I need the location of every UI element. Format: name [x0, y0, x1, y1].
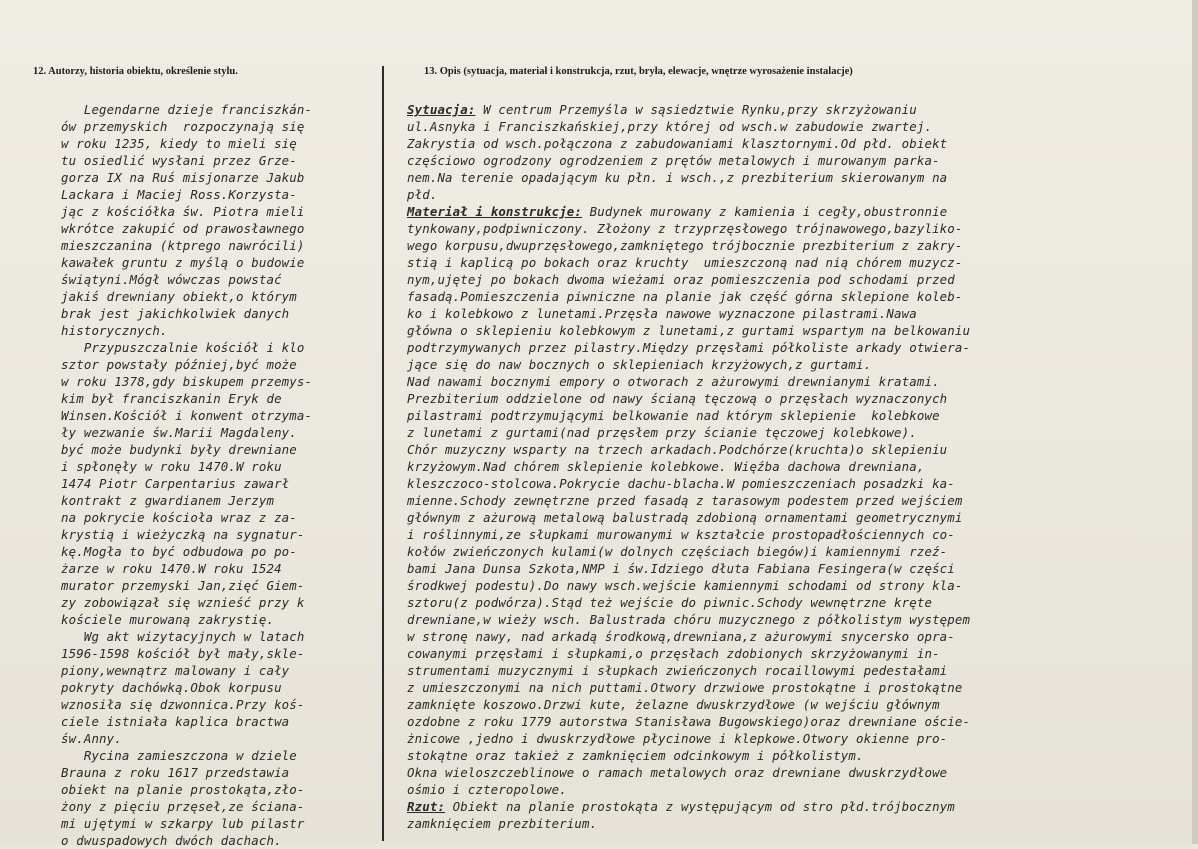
- history-line: Przypuszczalnie kościół i klo: [61, 340, 305, 355]
- description-line: [407, 118, 1147, 135]
- history-line: 1474 Piotr Carpentarius zawarł: [61, 476, 290, 491]
- description-text: zamknięciem prezbiterium.: [407, 816, 598, 831]
- history-line: Wg akt wizytacyjnych w latach: [61, 629, 305, 644]
- history-line: kościele murowaną zakrystię.: [61, 612, 275, 627]
- description-text: mienne.Schody zewnętrzne przed fasadą z tarasowym podestem przed wejściem: [407, 493, 963, 508]
- description-line: [407, 441, 1147, 458]
- history-line: żarze w roku 1470.W roku 1524: [61, 561, 282, 576]
- description-text: jące się do naw bocznych o sklepieniach krzyżowych,z gurtami.: [407, 357, 872, 372]
- description-text: żnicowe ,jedno i dwuskrzydłowe płycinowe i klepkowe.Otwory okienne pro-: [407, 731, 948, 746]
- description-text: Okna wieloszczeblinowe o ramach metalowych oraz drewniane dwuskrzydłowe: [407, 765, 948, 780]
- description-line: [407, 101, 1147, 118]
- description-text: Nad nawami bocznymi empory o otworach z ażurowymi drewnianymi kratami.: [407, 374, 940, 389]
- description-text: W centrum Przemyśla w sąsiedztwie Rynku,przy skrzyżowaniu: [475, 102, 917, 117]
- history-line: sztor powstały później,być może: [61, 357, 297, 372]
- description-text: Obiekt na planie prostokąta z występującym od stro płd.trójbocznym: [445, 799, 955, 814]
- description-line: [407, 373, 1147, 390]
- description-line: [407, 135, 1147, 152]
- description-text: podtrzymywanych przez pilastry.Między przęsłami półkoliste arkady otwiera-: [407, 340, 971, 355]
- description-line: [407, 781, 1147, 798]
- description-line: [407, 288, 1147, 305]
- history-line: Brauna z roku 1617 przedstawia: [61, 765, 290, 780]
- description-line: [407, 271, 1147, 288]
- description-text: ozdobne z roku 1779 autorstwa Stanisława Bugowskiego)oraz drewniane oście-: [407, 714, 971, 729]
- description-line: [407, 560, 1147, 577]
- history-line: o dwuspadowych dwóch dachach.: [61, 833, 282, 848]
- description-line: [407, 543, 1147, 560]
- history-line: tu osiedlić wysłani przez Grze-: [61, 153, 297, 168]
- description-text: i roślinnymi,ze słupkami murowanymi w kształcie prostopadłościennych co-: [407, 527, 955, 542]
- history-line: Rycina zamieszczona w dziele: [61, 748, 297, 763]
- description-line: [407, 237, 1147, 254]
- description-text: stokątne oraz takież z zamknięciem odcinkowym i półkolistym.: [407, 748, 864, 763]
- description-line: [407, 628, 1147, 645]
- description-line: [407, 186, 1147, 203]
- description-line: [407, 662, 1147, 679]
- description-line: [407, 203, 1147, 220]
- history-line: na pokrycie kościoła wraz z za-: [61, 510, 297, 525]
- description-line: [407, 526, 1147, 543]
- history-line: kę.Mogła to być odbudowa po po-: [61, 544, 297, 559]
- history-line: brak jest jakichkolwiek danych: [61, 306, 290, 321]
- history-line: świątyni.Mógł wówczas powstać: [61, 272, 282, 287]
- description-text: Budynek murowany z kamienia i cegły,obustronnie: [582, 204, 948, 219]
- description-text: środkwej podestu).Do nawy wsch.wejście kamiennymi schodami od strony kla-: [407, 578, 963, 593]
- description-text: stią i kaplicą po bokach oraz kruchty umieszczoną nad nią chórem muzycz-: [407, 255, 963, 270]
- description-line: [407, 611, 1147, 628]
- column-divider: [382, 66, 384, 841]
- history-line: Winsen.Kościół i konwent otrzyma-: [61, 408, 313, 423]
- description-text: Prezbiterium oddzielone od nawy ścianą tęczową o przęsłach wyznaczonych: [407, 391, 948, 406]
- history-line: kawałek gruntu z myślą o budowie: [61, 255, 305, 270]
- description-text: zamknięte koszowo.Drzwi kute, żelazne dwuskrzydłowe (w wejściu głównym: [407, 697, 940, 712]
- history-line: Lackara i Maciej Ross.Korzysta-: [61, 187, 297, 202]
- description-line: [407, 492, 1147, 509]
- description-text: kołów zwieńczonych kulami(w dolnych częściach biegów)i kamiennymi rzeź-: [407, 544, 948, 559]
- history-line: mi ujętymi w szkarpy lub pilastr: [61, 816, 305, 831]
- history-line: ów przemyskich rozpoczynają się: [61, 119, 305, 134]
- description-line: [407, 390, 1147, 407]
- description-text: Zakrystia od wsch.połączona z zabudowaniami klasztornymi.Od płd. obiekt: [407, 136, 948, 151]
- description-line: [407, 254, 1147, 271]
- description-line: [407, 339, 1147, 356]
- description-text: w stronę nawy, nad arkadą środkową,drewniana,z ażurowymi snycersko opra-: [407, 629, 955, 644]
- description-line: [407, 424, 1147, 441]
- history-line: zy zobowiązał się wznieść przy k: [61, 595, 305, 610]
- history-line: wkrótce zakupić od prawosławnego: [61, 221, 305, 236]
- history-line: historycznych.: [61, 323, 168, 338]
- description-text: pilastrami podtrzymującymi belkowanie nad którym sklepienie kolebkowe: [407, 408, 940, 423]
- page-edge: [1192, 0, 1198, 844]
- description-line: [407, 798, 1147, 815]
- description-text: bami Jana Dunsa Szkota,NMP i św.Idziego dłuta Fabiana Fesingera(w części: [407, 561, 955, 576]
- description-text: płd.: [407, 187, 438, 202]
- history-column: [61, 101, 379, 849]
- history-line: ciele istniała kaplica bractwa: [61, 714, 290, 729]
- history-line: 1596-1598 kościół był mały,skle-: [61, 646, 305, 661]
- description-line: [407, 356, 1147, 373]
- description-text: krzyżowym.Nad chórem sklepienie kolebkowe. Więźba dachowa drewniana,: [407, 459, 925, 474]
- description-line: [407, 322, 1147, 339]
- description-line: [407, 747, 1147, 764]
- description-line: [407, 577, 1147, 594]
- description-line: [407, 169, 1147, 186]
- history-line: w roku 1378,gdy biskupem przemys-: [61, 374, 313, 389]
- description-text: ko i kolebkowo z lunetami.Przęsła nawowe wyznaczone pilastrami.Nawa: [407, 306, 917, 321]
- description-text: ul.Asnyka i Franciszkańskiej,przy której od wsch.w zabudowie zwartej.: [407, 119, 933, 134]
- history-line: kontrakt z gwardianem Jerzym: [61, 493, 275, 508]
- history-line: i spłonęły w roku 1470.W roku: [61, 459, 282, 474]
- description-line: [407, 730, 1147, 747]
- history-line: gorza IX na Ruś misjonarze Jakub: [61, 170, 305, 185]
- description-text: ośmio i czteropolowe.: [407, 782, 567, 797]
- description-line: [407, 475, 1147, 492]
- description-text: wego korpusu,dwuprzęsłowego,zamkniętego trójbocznie prezbiterium z zakry-: [407, 238, 963, 253]
- history-line: pokryty dachówką.Obok korpusu: [61, 680, 282, 695]
- description-text: sztoru(z podwórza).Stąd też wejście do piwnic.Schody wewnętrzne kręte: [407, 595, 933, 610]
- section-heading: Sytuacja:: [407, 102, 476, 117]
- description-line: [407, 305, 1147, 322]
- description-line: [407, 679, 1147, 696]
- description-text: głównym z ażurową metalową balustradą zdobioną ornamentami geometrycznymi: [407, 510, 963, 525]
- history-line: żony z pięciu przęseł,ze ściana-: [61, 799, 305, 814]
- description-text: cowanymi przęsłami i słupkami,o przęsłach zdobionych skrzyżowanymi in-: [407, 646, 940, 661]
- section-heading: Rzut:: [407, 799, 446, 814]
- description-text: częściowo ogrodzony ogrodzeniem z prętów metalowych i murowanym parka-: [407, 153, 940, 168]
- description-text: Chór muzyczny wsparty na trzech arkadach.Podchórze(kruchta)o sklepieniu: [407, 442, 948, 457]
- description-line: [407, 815, 1147, 832]
- description-line: [407, 152, 1147, 169]
- history-line: wznosiła się dzwonnica.Przy koś-: [61, 697, 305, 712]
- description-text: z lunetami z gurtami(nad przęsłem przy ścianie tęczowej kolebkowe).: [407, 425, 917, 440]
- history-line: piony,wewnątrz malowany i cały: [61, 663, 290, 678]
- history-line: ły wezwanie św.Marii Magdaleny.: [61, 425, 297, 440]
- description-line: [407, 696, 1147, 713]
- description-line: [407, 220, 1147, 237]
- section-heading: Materiał i konstrukcje:: [407, 204, 583, 219]
- history-line: obiekt na planie prostokąta,zło-: [61, 782, 305, 797]
- description-line: [407, 713, 1147, 730]
- description-text: strumentami muzycznymi i słupkach zwieńczonych rocaillowymi pedestałami: [407, 663, 948, 678]
- history-line: murator przemyski Jan,zięć Giem-: [61, 578, 305, 593]
- description-column: [407, 101, 1147, 832]
- history-line: krystią i wieżyczką na sygnatur-: [61, 527, 305, 542]
- description-text: tynkowany,podpiwniczony. Złożony z trzyprzęsłowego trójnawowego,bazyliko-: [407, 221, 963, 236]
- description-line: [407, 407, 1147, 424]
- description-line: [407, 764, 1147, 781]
- description-line: [407, 458, 1147, 475]
- section-12-header: 12. Autorzy, historia obiektu, określenie stylu.: [33, 66, 238, 77]
- description-text: drewniane,w wieży wsch. Balustrada chóru muzycznego z półkolistym występem: [407, 612, 971, 627]
- description-text: nym,ujętej po bokach dwoma wieżami oraz pomieszczenia pod schodami przed: [407, 272, 955, 287]
- history-line: Legendarne dzieje franciszkán-: [61, 102, 313, 117]
- section-13-header: 13. Opis (sytuacja, materiał i konstrukcja, rzut, bryła, elewacje, wnętrze wyrosażenie instalacje): [424, 66, 853, 77]
- description-text: główna o sklepieniu kolebkowym z lunetami,z gurtami wspartym na belkowaniu: [407, 323, 971, 338]
- history-line: św.Anny.: [61, 731, 122, 746]
- history-line: jąc z kościółka św. Piotra mieli: [61, 204, 305, 219]
- description-text: kleszczoco-stolcowa.Pokrycie dachu-blacha.W pomieszczeniach posadzki ka-: [407, 476, 955, 491]
- history-line: kim był franciszkanin Eryk de: [61, 391, 282, 406]
- history-line: jakiś drewniany obiekt,o którym: [61, 289, 297, 304]
- history-line: w roku 1235, kiedy to mieli się: [61, 136, 297, 151]
- description-line: [407, 509, 1147, 526]
- description-line: [407, 645, 1147, 662]
- description-text: fasadą.Pomieszczenia piwniczne na planie jak część górna sklepione koleb-: [407, 289, 963, 304]
- description-text: nem.Na terenie opadającym ku płn. i wsch.,z prezbiterium skierowanym na: [407, 170, 948, 185]
- history-line: być może budynki były drewniane: [61, 442, 297, 457]
- description-text: z umieszczonymi na nich puttami.Otwory drzwiowe prostokątne i prostokątne: [407, 680, 963, 695]
- history-line: mieszczanina (ktprego nawrócili): [61, 238, 305, 253]
- description-line: [407, 594, 1147, 611]
